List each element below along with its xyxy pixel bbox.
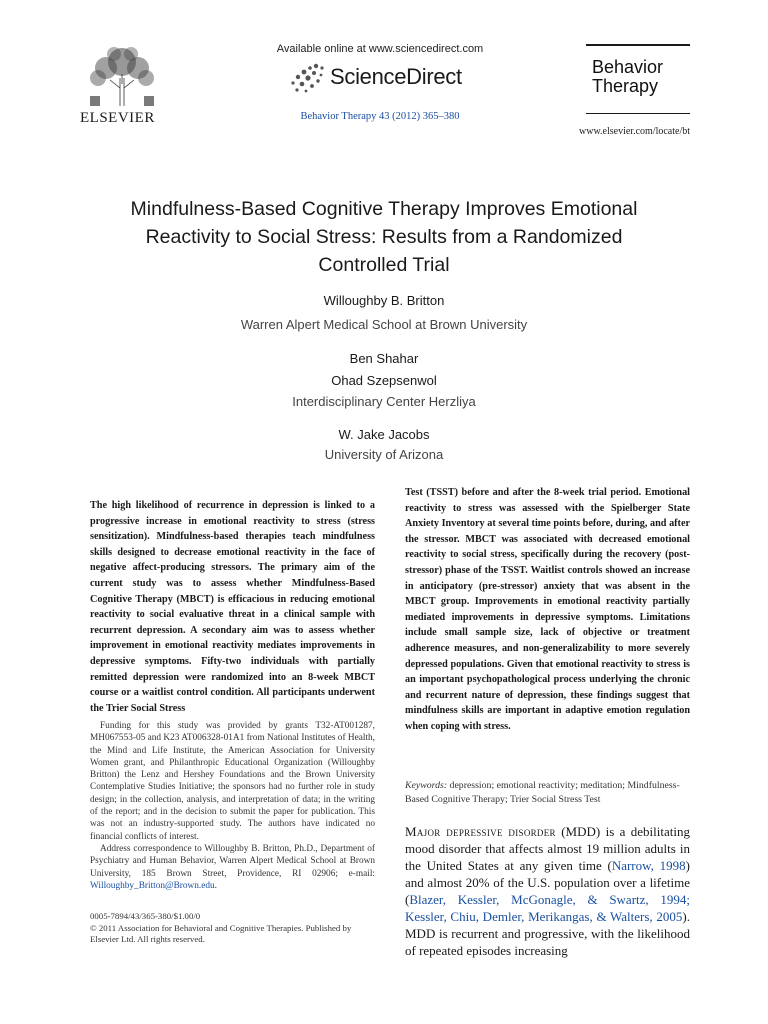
abstract-right-column: Test (TSST) before and after the 8-week trial period. Emotional reactivity to stress was assessed with the Spielberger State Anxiety Inventory at several time points before, during, and after the stressor. MBCT was associated with decreased emotional reactivity to social stress, specifically during the recovery (post-stressor) phase of the TSST. Waitlist controls showed an increase in anticipatory (pre-stressor) anxiety that was absent in the MBCT group. Improvements in emotional reactivity partially mediated improvements in depressive symptoms. Limitations include small sample size, lack of objective or treatment adherence measures, and non-generalizability to more severely depressed populations. Given that emotional reactivity to stress is an important psychopathological process underlying the chronic and recurrent nature of depression, these findings suggest that mindfulness skills are important in adaptive emotion regulation when coping with stress. [405, 487, 690, 732]
author-affiliation: Interdisciplinary Center Herzliya [292, 394, 476, 409]
journal-rule-bottom [586, 113, 690, 114]
intro-lead: Major depressive disorder [405, 824, 556, 839]
article-title: Mindfulness-Based Cognitive Therapy Improves Emotional Reactivity to Social Stress: Results from a Randomized Controlled Trial [130, 198, 638, 276]
abstract-left-column: The high likelihood of recurrence in depression is linked to a progressive increase in emotional reactivity to stress (stress sensitization). Mindfulness-based therapies teach mindfulness skills designed to decrease emotional reactivity in the face of negative affect-producing stressors. The primary aim of the current study was to assess whether Mindfulness-Based Cognitive Therapy (MBCT) is efficacious in reducing emotional reactivity to social evaluative threat in a clinical sample with recurrent depression. A secondary aim was to assess whether improvement in emotional reactivity mediates improvements in depressive symptoms. Fifty-two individuals with partially remitted depression were randomized into an 8-week MBCT course or a waitlist control condition. All participants underwent the Trier Social Stress [90, 500, 375, 714]
author-name: Ohad Szepsenwol [331, 373, 437, 388]
correspondence-email-link[interactable]: Willoughby_Britton@Brown.edu [90, 880, 215, 891]
author-affiliation: Warren Alpert Medical School at Brown University [240, 317, 528, 332]
intro-text: ) and almost 20% of the U.S. population over a lifetime ( [405, 858, 690, 907]
citation-link[interactable]: Narrow, 1998 [611, 858, 686, 873]
intro-text: (MDD) is a debilitating mood disorder that affects almost 19 million adults in the United States at any given time ( [405, 824, 690, 873]
author-name: W. Jake Jacobs [338, 427, 430, 442]
footnote [90, 720, 375, 892]
available-online-text: Available online at www.sciencedirect.com [276, 43, 484, 55]
keywords-text: depression; emotional reactivity; meditation; Mindfulness-Based Cognitive Therapy; Trier Social Stress Test [405, 780, 680, 805]
copyright-notice: © 2011 Association for Behavioral and Cognitive Therapies. Published by Elsevier Ltd. All rights reserved. [90, 922, 352, 944]
correspondence-note [90, 843, 375, 892]
journal-citation[interactable]: Behavior Therapy 43 (2012) 365–380 [300, 111, 460, 122]
journal-name: Behavior Therapy [592, 57, 664, 96]
journal-rule-top [586, 44, 690, 46]
keywords [405, 779, 690, 807]
correspondence-address: Address correspondence to Willoughby B. Britton, Ph.D., Department of Psychiatry and Human Behavior, Warren Alpert Medical School at Brown University, 185 Brown Street, Providence, RI 02906; e-mail: [90, 843, 375, 879]
citation-link[interactable]: Blazer, Kessler, McGonagle, & Swartz, 1994; Kessler, Chiu, Demler, Merikangas, & Walters, 2005 [405, 892, 690, 924]
elsevier-tree-logo [84, 44, 160, 106]
funding-note: Funding for this study was provided by grants T32-AT001287, MH067553-05 and K23 AT006328-01A1 from National Institutes of Health, the Mind and Life Institute, the American Association for University Women grant, and Philanthropic Educational Organization (Willoughby Britton) the Lenz and Hershey Foundations and the Brown University Contemplative Studies Initiative; the sponsors had no further role in study design; in the collection, analysis, and interpretation of data; in the writing of the report; and in the decision to submit the paper for publication. This was not an industry-supported study. The authors have indicated no financial conflicts of interest. [90, 721, 375, 842]
publisher-name: ELSEVIER [80, 110, 155, 126]
sciencedirect-dots-icon [288, 62, 326, 94]
author-affiliation: University of Arizona [324, 447, 444, 462]
keywords-label: Keywords: [405, 780, 448, 791]
sciencedirect-wordmark: ScienceDirect [330, 64, 462, 89]
correspondence-end: . [214, 880, 217, 891]
journal-url[interactable]: www.elsevier.com/locate/bt [579, 126, 690, 137]
intro-paragraph [405, 823, 690, 959]
author-name: Willoughby B. Britton [323, 293, 445, 308]
copyright-block [90, 911, 375, 946]
author-name: Ben Shahar [349, 351, 419, 366]
intro-text: ). MDD is recurrent and progressive, with the likelihood of repeated episodes increasing [405, 909, 690, 958]
issn-code: 0005-7894/43/365-380/$1.00/0 [90, 911, 201, 921]
